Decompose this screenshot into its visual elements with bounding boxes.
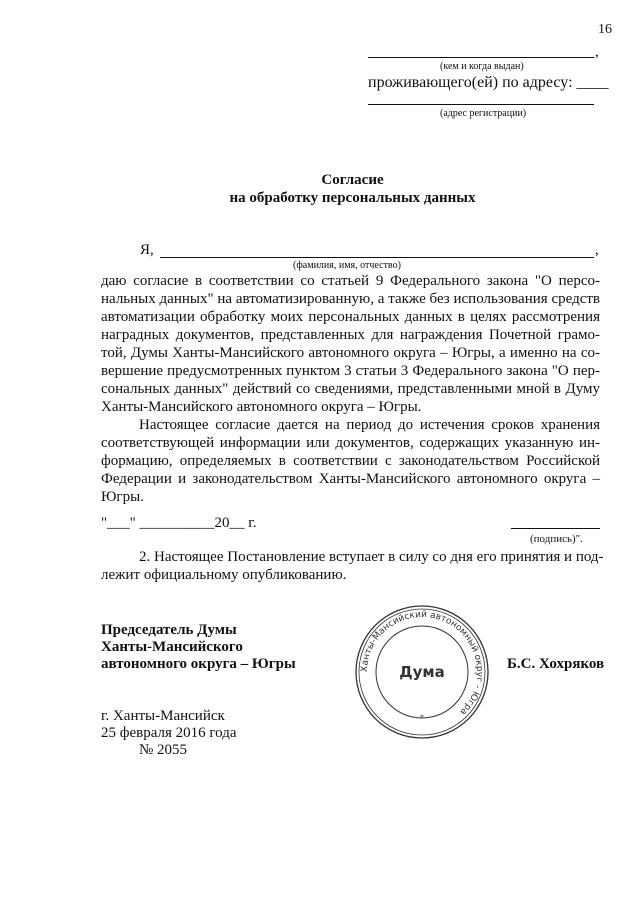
consent-line: наградных документов, представленных для награждения Почетной грамо- [101,327,600,343]
declarant-prefix: Я, [140,242,154,258]
stamp-ring-text: Ханты-Мансийский автономный округ - Югра [359,609,485,717]
page-number: 16 [598,22,612,37]
document-title: Согласие [321,172,384,188]
chairman-title-line2: Ханты-Мансийского [101,639,243,655]
period-line: Федерации и законодательством Ханты-Мансийского автономного округа – [101,471,600,487]
footer-date: 25 февраля 2016 года [101,725,237,741]
resolution-line: лежит официальному опубликованию. [101,567,347,583]
full-name-field [160,257,594,258]
full-name-caption: (фамилия, имя, отчество) [293,260,401,271]
address-field [368,104,594,105]
issued-by-field [368,57,594,58]
period-line: соответствующей информации или документов, содержащих указанную ин- [101,435,600,451]
consent-line: сональных данных" действий со сведениями, представленными мной в Думу [101,381,600,397]
resolution-line: 2. Настоящее Постановление вступает в силу со дня его принятия и под- [139,549,604,565]
chairman-title-line3: автономного округа – Югры [101,656,296,672]
stamp-center-text: Дума [399,663,445,681]
consent-line: нальных данных" на автоматизированную, а также без использования средств [101,291,600,307]
chairman-title-line1: Председатель Думы [101,622,237,638]
consent-line: даю согласие в соответствии со статьей 9 Федерального закона "О персо- [101,273,600,289]
consent-line: Ханты-Мансийского автономного округа – Югры. [101,399,422,415]
footer-city: г. Ханты-Мансийск [101,708,225,724]
period-line: формацию, определяемых в соответствии с законодательством Российской [101,453,600,469]
declarant-suffix: , [595,242,599,258]
footer-number: № 2055 [139,742,188,758]
signature-caption: (подпись)". [530,533,583,545]
residing-label: проживающего(ей) по адресу: ____ [368,74,609,91]
issued-by-caption: (кем и когда выдан) [440,61,524,72]
period-line: Югры. [101,489,144,505]
date-line: "___" __________20__ г. [101,515,257,531]
duma-stamp [354,604,490,740]
consent-line: той, Думы Ханты-Мансийского автономного округа – Югры, а именно на со- [101,345,600,361]
document-subtitle: на обработку персональных данных [229,190,476,206]
chairman-name: Б.С. Хохряков [507,656,605,672]
signature-field [511,528,600,529]
consent-line: вершение предусмотренных пунктом 3 статьи 3 Федерального закона "О пер- [101,363,600,379]
issued-by-comma: , [595,44,599,60]
address-caption: (адрес регистрации) [440,108,527,119]
consent-line: автоматизации обработку моих персональных данных в целях рассмотрения [101,309,600,325]
stamp-star-icon: * [420,713,424,722]
period-line: Настоящее согласие дается на период до истечения сроков хранения [139,417,600,433]
